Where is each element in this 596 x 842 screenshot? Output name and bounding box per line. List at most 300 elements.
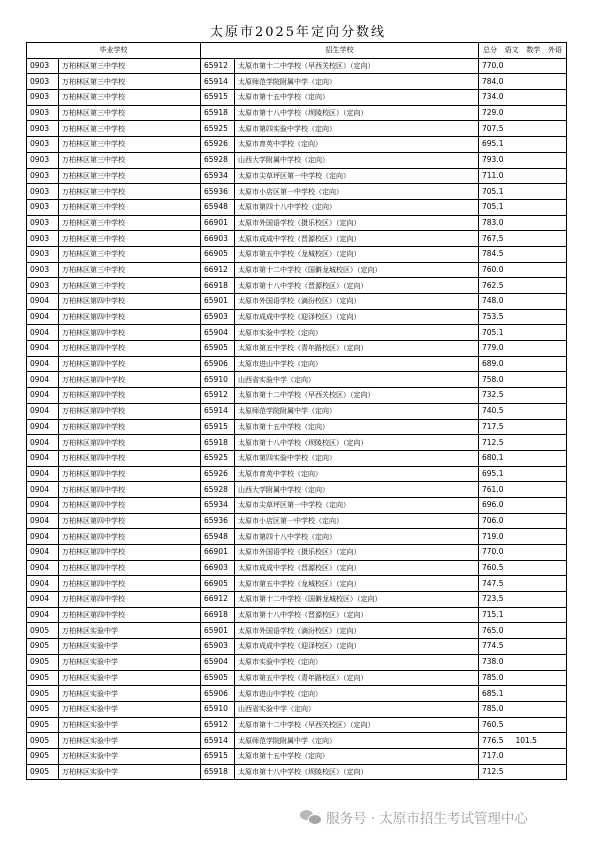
score-cell	[479, 105, 567, 121]
table-row	[27, 576, 567, 592]
graduation-school-name: 万柏林区实验中学	[59, 764, 201, 780]
admission-school-name: 太原市第十二中学校（国僻龙城校区）（定向）	[235, 262, 479, 278]
header-chinese: 语文	[504, 46, 519, 55]
total-score: 784.0	[482, 76, 504, 86]
admission-school-code: 65936	[201, 184, 235, 200]
graduation-school-code: 0904	[27, 294, 59, 310]
total-score: 762.5	[482, 280, 504, 290]
graduation-school-name: 万柏林区第四中学校	[59, 482, 201, 498]
total-score: 712.5	[482, 766, 504, 776]
table-row	[27, 545, 567, 561]
score-cell	[479, 639, 567, 655]
score-cell	[479, 121, 567, 137]
score-cell	[479, 576, 567, 592]
graduation-school-code: 0904	[27, 356, 59, 372]
admission-school-name: 太原市尖草坪区第一中学校（定向）	[235, 497, 479, 513]
total-score: 717.0	[482, 751, 504, 761]
graduation-school-name: 万柏林区第四中学校	[59, 529, 201, 545]
graduation-school-name: 万柏林区第三中学校	[59, 215, 201, 231]
admission-school-name: 太原市小店区第一中学校（定向）	[235, 513, 479, 529]
graduation-school-name: 万柏林区第四中学校	[59, 576, 201, 592]
graduation-school-name: 万柏林区第四中学校	[59, 560, 201, 576]
score-cell	[479, 607, 567, 623]
admission-school-code: 65914	[201, 733, 235, 749]
graduation-school-name: 万柏林区第四中学校	[59, 372, 201, 388]
score-cell	[479, 372, 567, 388]
total-score: 793.0	[482, 155, 504, 165]
score-cell	[479, 90, 567, 106]
admission-school-code: 66912	[201, 592, 235, 608]
score-cell	[479, 529, 567, 545]
admission-school-name: 太原市第十八中学校（晋源校区）（定向）	[235, 607, 479, 623]
total-score: 711.0	[482, 170, 504, 180]
table-row	[27, 764, 567, 780]
graduation-school-code: 0905	[27, 748, 59, 764]
admission-school-code: 65906	[201, 356, 235, 372]
table-row	[27, 121, 567, 137]
admission-school-name: 太原师范学院附属中学（定向）	[235, 74, 479, 90]
graduation-school-code: 0903	[27, 121, 59, 137]
admission-school-name: 太原市成成中学校（迎泽校区）（定向）	[235, 639, 479, 655]
score-cell	[479, 246, 567, 262]
total-score: 783.0	[482, 217, 504, 227]
total-score: 770.0	[482, 61, 504, 71]
table-row	[27, 670, 567, 686]
graduation-school-code: 0903	[27, 184, 59, 200]
graduation-school-code: 0904	[27, 388, 59, 404]
total-score: 696.0	[482, 500, 504, 510]
header-english: 外语	[547, 46, 562, 55]
admission-school-code: 65948	[201, 199, 235, 215]
admission-school-code: 65918	[201, 105, 235, 121]
admission-school-name: 太原市进山中学校（定向）	[235, 356, 479, 372]
total-score: 760.5	[482, 563, 504, 573]
total-score: 784.5	[482, 249, 504, 259]
admission-school-name: 太原市第五中学校（龙城校区）（定向）	[235, 576, 479, 592]
score-cell	[479, 152, 567, 168]
graduation-school-code: 0904	[27, 341, 59, 357]
total-score: 748.0	[482, 296, 504, 306]
admission-school-code: 65926	[201, 466, 235, 482]
score-cell	[479, 168, 567, 184]
admission-school-code: 65925	[201, 450, 235, 466]
admission-school-name: 太原市第五中学校（青年路校区）（定向）	[235, 670, 479, 686]
admission-school-code: 65904	[201, 325, 235, 341]
admission-school-code: 65925	[201, 121, 235, 137]
graduation-school-name: 万柏林区第三中学校	[59, 152, 201, 168]
admission-school-code: 65928	[201, 482, 235, 498]
admission-school-name: 太原市第十五中学校（定向）	[235, 419, 479, 435]
admission-school-name: 太原市第十五中学校（定向）	[235, 748, 479, 764]
admission-school-code: 65915	[201, 748, 235, 764]
admission-school-name: 太原市第十八中学校（晋源校区）（定向）	[235, 278, 479, 294]
admission-school-name: 太原师范学院附属中学（定向）	[235, 403, 479, 419]
admission-school-code: 66901	[201, 215, 235, 231]
admission-school-name: 太原市实验中学校（定向）	[235, 654, 479, 670]
admission-school-name: 太原市第十八中学校（坝陵校区）（定向）	[235, 105, 479, 121]
total-score: 758.0	[482, 374, 504, 384]
admission-school-name: 太原市第十二中学校（国僻龙城校区）（定向）	[235, 592, 479, 608]
table-row	[27, 137, 567, 153]
table-row	[27, 733, 567, 749]
total-score: 732.5	[482, 390, 504, 400]
table-row	[27, 560, 567, 576]
graduation-school-code: 0904	[27, 560, 59, 576]
admission-school-code: 65903	[201, 639, 235, 655]
graduation-school-name: 万柏林区第三中学校	[59, 58, 201, 74]
table-row	[27, 215, 567, 231]
graduation-school-code: 0903	[27, 215, 59, 231]
table-row	[27, 623, 567, 639]
table-row	[27, 450, 567, 466]
score-cell	[479, 733, 567, 749]
graduation-school-name: 万柏林区第四中学校	[59, 435, 201, 451]
wechat-icon	[300, 809, 322, 825]
graduation-school-code: 0905	[27, 654, 59, 670]
admission-school-code: 65928	[201, 152, 235, 168]
total-score: 779.0	[482, 343, 504, 353]
admission-school-code: 66903	[201, 560, 235, 576]
admission-school-name: 太原市第十二中学校（早西关校区）（定向）	[235, 388, 479, 404]
graduation-school-name: 万柏林区第三中学校	[59, 231, 201, 247]
graduation-school-name: 万柏林区第四中学校	[59, 356, 201, 372]
admission-school-code: 65918	[201, 435, 235, 451]
header-math: 数学	[526, 46, 541, 55]
graduation-school-code: 0903	[27, 278, 59, 294]
table-row	[27, 529, 567, 545]
graduation-school-code: 0905	[27, 639, 59, 655]
score-cell	[479, 356, 567, 372]
admission-school-name: 山西省实验中学（定向）	[235, 701, 479, 717]
graduation-school-code: 0904	[27, 325, 59, 341]
graduation-school-code: 0905	[27, 717, 59, 733]
score-cell	[479, 560, 567, 576]
graduation-school-code: 0905	[27, 623, 59, 639]
table-row	[27, 246, 567, 262]
graduation-school-name: 万柏林区实验中学	[59, 733, 201, 749]
table-row	[27, 748, 567, 764]
graduation-school-name: 万柏林区第三中学校	[59, 184, 201, 200]
graduation-school-code: 0903	[27, 231, 59, 247]
graduation-school-name: 万柏林区第三中学校	[59, 199, 201, 215]
score-cell	[479, 231, 567, 247]
graduation-school-name: 万柏林区实验中学	[59, 654, 201, 670]
table-row	[27, 497, 567, 513]
graduation-school-code: 0904	[27, 576, 59, 592]
table-row	[27, 262, 567, 278]
admission-school-name: 太原市育英中学校（定向）	[235, 466, 479, 482]
graduation-school-code: 0903	[27, 168, 59, 184]
graduation-school-code: 0905	[27, 686, 59, 702]
admission-school-name: 太原市进山中学校（定向）	[235, 686, 479, 702]
total-score: 738.0	[482, 657, 504, 667]
admission-school-name: 太原市第十二中学校（早西关校区）（定向）	[235, 58, 479, 74]
score-cell	[479, 199, 567, 215]
graduation-school-name: 万柏林区第四中学校	[59, 388, 201, 404]
graduation-school-code: 0904	[27, 497, 59, 513]
table-row	[27, 482, 567, 498]
admission-school-code: 65910	[201, 372, 235, 388]
table-row	[27, 294, 567, 310]
graduation-school-name: 万柏林区第四中学校	[59, 341, 201, 357]
table-row	[27, 435, 567, 451]
graduation-school-name: 万柏林区第四中学校	[59, 497, 201, 513]
graduation-school-name: 万柏林区第四中学校	[59, 592, 201, 608]
admission-school-code: 65912	[201, 388, 235, 404]
admission-school-name: 太原市小店区第一中学校（定向）	[235, 184, 479, 200]
table-row	[27, 607, 567, 623]
total-score: 729.0	[482, 108, 504, 118]
table-header-row	[27, 43, 567, 59]
admission-school-name: 太原市第五中学校（青年路校区）（定向）	[235, 341, 479, 357]
total-score: 785.0	[482, 672, 504, 682]
admission-school-name: 山西大学附属中学校（定向）	[235, 482, 479, 498]
graduation-school-code: 0903	[27, 152, 59, 168]
total-score: 706.0	[482, 515, 504, 525]
total-score: 760.0	[482, 264, 504, 274]
graduation-school-code: 0905	[27, 764, 59, 780]
score-cell	[479, 137, 567, 153]
graduation-school-code: 0903	[27, 199, 59, 215]
header-graduation-school: 毕业学校	[27, 43, 201, 59]
admission-school-name: 太原市外国语学校（摄乐校区）（定向）	[235, 545, 479, 561]
admission-school-name: 太原市外国语学校（滴汾校区）（定向）	[235, 623, 479, 639]
graduation-school-name: 万柏林区实验中学	[59, 717, 201, 733]
table-row	[27, 419, 567, 435]
admission-school-code: 65901	[201, 294, 235, 310]
graduation-school-name: 万柏林区实验中学	[59, 670, 201, 686]
total-score: 705.1	[482, 327, 504, 337]
table-row	[27, 231, 567, 247]
graduation-school-code: 0904	[27, 419, 59, 435]
score-cell	[479, 764, 567, 780]
admission-school-code: 65936	[201, 513, 235, 529]
graduation-school-code: 0905	[27, 670, 59, 686]
admission-school-code: 66903	[201, 231, 235, 247]
graduation-school-code: 0904	[27, 450, 59, 466]
graduation-school-name: 万柏林区第三中学校	[59, 121, 201, 137]
score-table	[26, 42, 567, 780]
score-cell	[479, 466, 567, 482]
table-row	[27, 717, 567, 733]
total-score: 712.5	[482, 437, 504, 447]
admission-school-name: 太原市外国语学校（摄乐校区）（定向）	[235, 215, 479, 231]
total-score: 695.1	[482, 139, 504, 149]
admission-school-name: 太原市第四十八中学校（定向）	[235, 199, 479, 215]
graduation-school-code: 0905	[27, 733, 59, 749]
admission-school-code: 65915	[201, 419, 235, 435]
graduation-school-code: 0904	[27, 309, 59, 325]
table-row	[27, 513, 567, 529]
total-score: 705.1	[482, 202, 504, 212]
score-cell	[479, 623, 567, 639]
watermark	[300, 807, 528, 827]
admission-school-code: 65948	[201, 529, 235, 545]
table-row	[27, 105, 567, 121]
table-row	[27, 152, 567, 168]
admission-school-code: 65905	[201, 341, 235, 357]
score-cell	[479, 419, 567, 435]
chinese-score: 101.5	[515, 735, 537, 745]
graduation-school-name: 万柏林区第四中学校	[59, 513, 201, 529]
admission-school-name: 太原市第四十八中学校（定向）	[235, 529, 479, 545]
score-cell	[479, 686, 567, 702]
score-cell	[479, 262, 567, 278]
admission-school-code: 65914	[201, 74, 235, 90]
table-row	[27, 74, 567, 90]
graduation-school-name: 万柏林区实验中学	[59, 686, 201, 702]
table-row	[27, 356, 567, 372]
table-row	[27, 701, 567, 717]
table-row	[27, 388, 567, 404]
total-score: 705.1	[482, 186, 504, 196]
total-score: 765.0	[482, 625, 504, 635]
score-cell	[479, 545, 567, 561]
table-row	[27, 654, 567, 670]
score-cell	[479, 497, 567, 513]
graduation-school-name: 万柏林区第三中学校	[59, 278, 201, 294]
table-row	[27, 592, 567, 608]
score-cell	[479, 325, 567, 341]
admission-school-code: 65915	[201, 90, 235, 106]
admission-school-code: 65918	[201, 764, 235, 780]
admission-school-name: 太原市第十八中学校（坝陵校区）（定向）	[235, 435, 479, 451]
admission-school-code: 65934	[201, 497, 235, 513]
score-cell	[479, 403, 567, 419]
table-row	[27, 325, 567, 341]
score-cell	[479, 654, 567, 670]
graduation-school-name: 万柏林区第四中学校	[59, 419, 201, 435]
graduation-school-name: 万柏林区第四中学校	[59, 403, 201, 419]
table-row	[27, 278, 567, 294]
total-score: 747.5	[482, 578, 504, 588]
graduation-school-name: 万柏林区第四中学校	[59, 545, 201, 561]
score-cell	[479, 701, 567, 717]
admission-school-name: 太原市成成中学校（晋源校区）（定向）	[235, 560, 479, 576]
admission-school-code: 65926	[201, 137, 235, 153]
score-cell	[479, 58, 567, 74]
graduation-school-name: 万柏林区第三中学校	[59, 90, 201, 106]
score-cell	[479, 482, 567, 498]
admission-school-code: 66918	[201, 607, 235, 623]
total-score: 719.0	[482, 531, 504, 541]
header-total: 总分	[483, 46, 497, 55]
graduation-school-code: 0903	[27, 90, 59, 106]
admission-school-code: 66901	[201, 545, 235, 561]
score-cell	[479, 388, 567, 404]
total-score: 767.5	[482, 233, 504, 243]
total-score: 785.0	[482, 704, 504, 714]
score-cell	[479, 435, 567, 451]
table-row	[27, 184, 567, 200]
admission-school-name: 太原市第十五中学校（定向）	[235, 90, 479, 106]
total-score: 774.5	[482, 641, 504, 651]
admission-school-code: 65904	[201, 654, 235, 670]
graduation-school-name: 万柏林区第三中学校	[59, 168, 201, 184]
total-score: 685.1	[482, 688, 504, 698]
table-row	[27, 686, 567, 702]
admission-school-code: 66912	[201, 262, 235, 278]
graduation-school-name: 万柏林区实验中学	[59, 639, 201, 655]
total-score: 734.0	[482, 92, 504, 102]
graduation-school-code: 0903	[27, 105, 59, 121]
score-cell	[479, 341, 567, 357]
table-row	[27, 372, 567, 388]
admission-school-name: 太原市成成中学校（晋源校区）（定向）	[235, 231, 479, 247]
admission-school-name: 山西大学附属中学校（定向）	[235, 152, 479, 168]
table-row	[27, 199, 567, 215]
total-score: 689.0	[482, 359, 504, 369]
total-score: 761.0	[482, 484, 504, 494]
graduation-school-code: 0903	[27, 137, 59, 153]
graduation-school-name: 万柏林区第三中学校	[59, 246, 201, 262]
table-row	[27, 58, 567, 74]
page-title: 太原市2025年定向分数线	[209, 25, 387, 40]
graduation-school-name: 万柏林区第三中学校	[59, 74, 201, 90]
score-cell	[479, 309, 567, 325]
admission-school-code: 65905	[201, 670, 235, 686]
admission-school-name: 太原市第四实验中学校（定向）	[235, 450, 479, 466]
admission-school-code: 66918	[201, 278, 235, 294]
graduation-school-code: 0904	[27, 607, 59, 623]
total-score: 680.1	[482, 453, 504, 463]
score-cell	[479, 215, 567, 231]
graduation-school-name: 万柏林区第四中学校	[59, 466, 201, 482]
score-cell	[479, 294, 567, 310]
total-score: 770.0	[482, 547, 504, 557]
table-row	[27, 466, 567, 482]
graduation-school-code: 0903	[27, 58, 59, 74]
graduation-school-code: 0904	[27, 482, 59, 498]
graduation-school-code: 0904	[27, 466, 59, 482]
graduation-school-name: 万柏林区第三中学校	[59, 137, 201, 153]
total-score: 760.5	[482, 719, 504, 729]
graduation-school-code: 0904	[27, 545, 59, 561]
score-cell	[479, 450, 567, 466]
graduation-school-name: 万柏林区实验中学	[59, 623, 201, 639]
total-score: 717.5	[482, 421, 504, 431]
admission-school-code: 65912	[201, 58, 235, 74]
total-score: 740.5	[482, 406, 504, 416]
graduation-school-code: 0903	[27, 262, 59, 278]
admission-school-name: 太原市成成中学校（迎泽校区）（定向）	[235, 309, 479, 325]
graduation-school-code: 0904	[27, 435, 59, 451]
score-cell	[479, 670, 567, 686]
score-cell	[479, 717, 567, 733]
table-row	[27, 639, 567, 655]
total-score: 707.5	[482, 123, 504, 133]
table-row	[27, 90, 567, 106]
admission-school-code: 65912	[201, 717, 235, 733]
score-cell	[479, 278, 567, 294]
graduation-school-code: 0904	[27, 592, 59, 608]
admission-school-code: 65934	[201, 168, 235, 184]
graduation-school-code: 0904	[27, 529, 59, 545]
admission-school-name: 太原市实验中学校（定向）	[235, 325, 479, 341]
watermark-text: 服务号 · 太原市招生考试管理中心	[326, 811, 528, 827]
table-row	[27, 309, 567, 325]
admission-school-code: 65901	[201, 623, 235, 639]
admission-school-code: 66905	[201, 246, 235, 262]
score-cell	[479, 592, 567, 608]
admission-school-code: 65906	[201, 686, 235, 702]
header-admission-school: 招生学校	[201, 43, 479, 59]
score-cell	[479, 74, 567, 90]
graduation-school-name: 万柏林区第四中学校	[59, 607, 201, 623]
admission-school-code: 65910	[201, 701, 235, 717]
admission-school-name: 太原市育英中学校（定向）	[235, 137, 479, 153]
graduation-school-name: 万柏林区实验中学	[59, 748, 201, 764]
